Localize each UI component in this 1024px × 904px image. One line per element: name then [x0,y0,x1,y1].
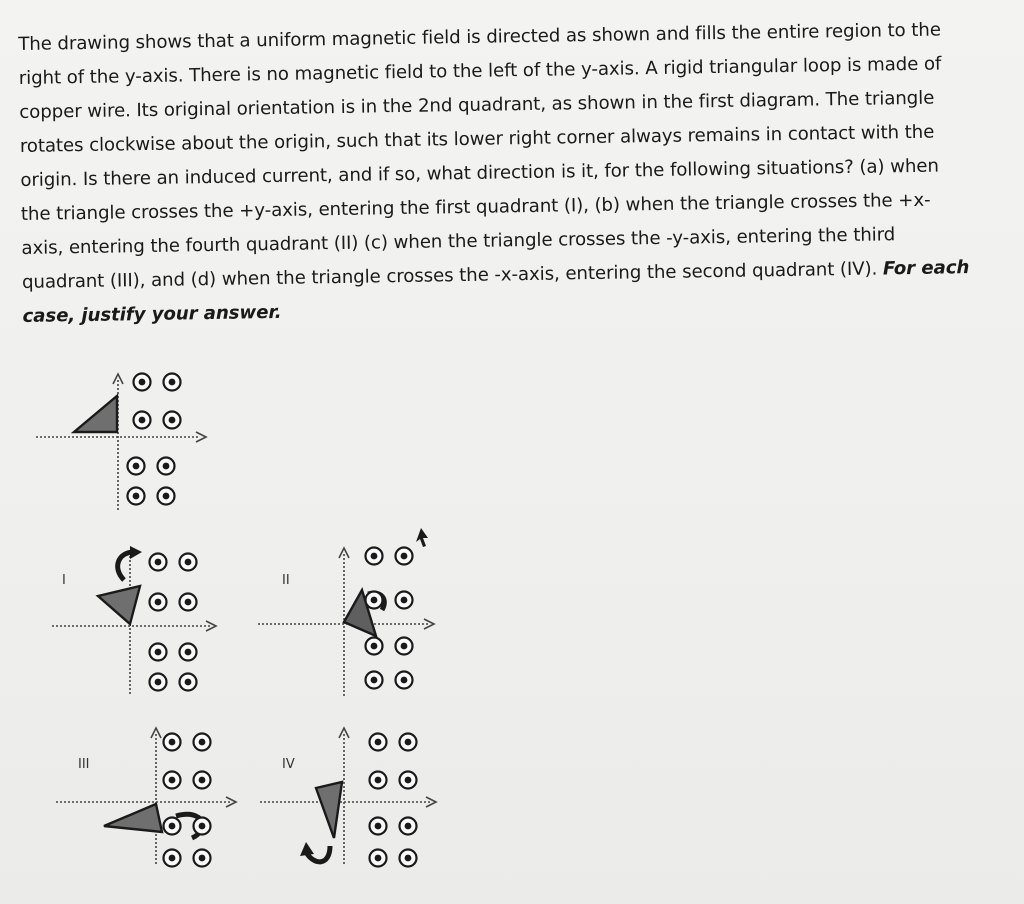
problem-line-4: rotates clockwise about the origin, such that its lower right corner always remains in contact with the [19,121,935,157]
y-axis-arrow-icon [339,728,349,738]
triangle-loop [104,804,162,832]
problem-line-5: origin. Is there an induced current, and if so, what direction is it, for the following situations? (a) when [20,155,939,191]
problem-line-3: copper wire. Its original orientation is in the 2nd quadrant, as shown in the first diagram. The triangle [19,87,935,123]
field-out-of-page-dots [370,734,417,867]
problem-emphasis: For each [882,257,970,280]
x-axis-arrow-icon [426,797,436,807]
problem-line-9: case, justify your answer. [22,301,282,327]
diagram-I [52,546,216,696]
x-axis-arrow-icon [206,621,216,631]
x-axis-arrow-icon [226,797,236,807]
y-axis-arrow-icon [339,548,349,558]
diagram-label-III: III [78,757,90,772]
problem-line-8-text: quadrant (III), and (d) when the triangle crosses the -x-axis, entering the second quadrant (IV). [21,258,884,293]
rotation-arrowhead-icon [130,546,142,559]
diagram-label-IV: IV [282,757,295,772]
triangle-loop [98,586,140,624]
field-out-of-page-dots [164,734,211,867]
rotation-arrowhead-icon [300,842,314,856]
y-axis-arrow-icon [113,374,123,384]
mouse-cursor-icon [416,528,428,547]
diagram-label-I: I [62,573,66,588]
problem-line-2: right of the y-axis. There is no magnetic field to the left of the y-axis. A rigid triangular loop is made of [18,53,942,89]
triangle-loop [74,396,117,432]
diagram-III [56,728,236,867]
y-axis-arrow-icon [151,728,161,738]
field-out-of-page-dots [150,554,197,691]
field-out-of-page-dots [128,374,181,505]
problem-line-7: axis, entering the fourth quadrant (II) (c) when the triangle crosses the -y-axis, entering the third [21,224,896,259]
problem-line-6: the triangle crosses the +y-axis, entering the first quadrant (I), (b) when the triangle crosses the +x- [20,189,931,225]
x-axis-arrow-icon [424,619,434,629]
field-out-of-page-dots [366,548,413,689]
diagram-II [258,528,434,696]
diagram-original [36,374,206,513]
diagram-label-II: II [282,573,290,588]
problem-line-1: The drawing shows that a uniform magnetic field is directed as shown and fills the entire region to the [18,19,942,55]
diagram-IV [260,728,436,867]
triangle-loop [316,782,342,838]
